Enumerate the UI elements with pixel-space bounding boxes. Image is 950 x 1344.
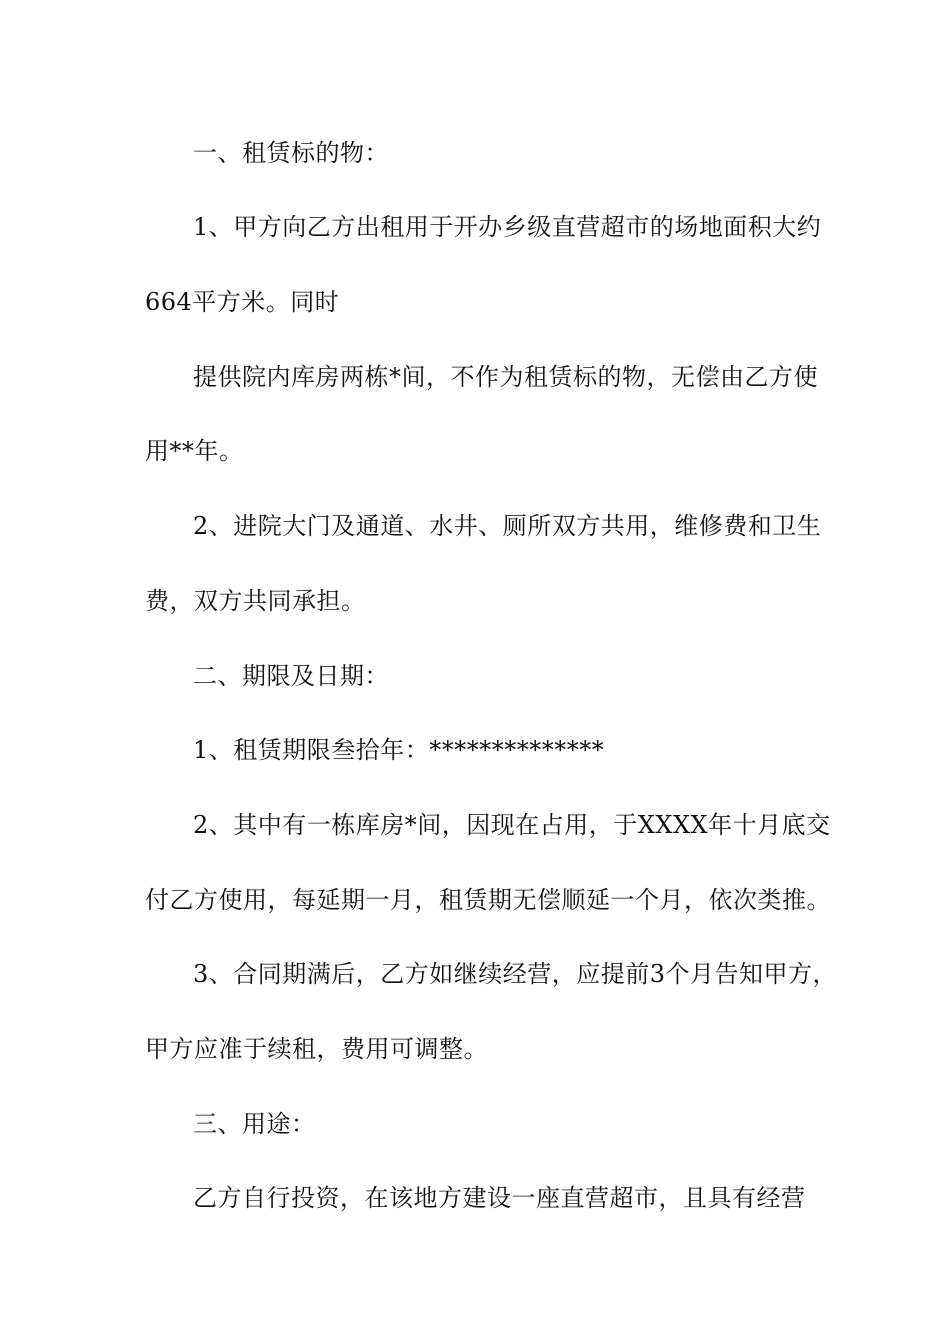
section-heading-3: 三、用途： (193, 1110, 316, 1138)
paragraph-line: 付乙方使用，每延期一月，租赁期无偿顺延一个月，依次类推。 (145, 886, 831, 914)
paragraph-line: 提供院内库房两栋*间，不作为租赁标的物，无偿由乙方使 (193, 363, 818, 391)
section-heading-2: 二、期限及日期： (193, 662, 389, 690)
paragraph-line: 甲方应准于续租，费用可调整。 (145, 1035, 488, 1063)
paragraph-line: 664平方米。同时 (145, 288, 340, 316)
section-heading-1: 一、租赁标的物： (193, 139, 389, 167)
paragraph-line: 1、甲方向乙方出租用于开办乡级直营超市的场地面积大约 (193, 213, 822, 241)
paragraph-line: 1、租赁期限叁拾年：************** (193, 736, 605, 764)
paragraph-line: 2、进院大门及通道、水井、厕所双方共用，维修费和卫生 (193, 512, 822, 540)
paragraph-line: 费，双方共同承担。 (145, 587, 366, 615)
paragraph-line: 乙方自行投资，在该地方建设一座直营超市，且具有经营 (193, 1184, 806, 1212)
paragraph-line: 2、其中有一栋库房*间，因现在占用，于XXXX年十月底交 (193, 811, 831, 839)
paragraph-line: 用**年。 (145, 437, 244, 465)
paragraph-line: 3、合同期满后，乙方如继续经营，应提前3个月告知甲方， (193, 960, 838, 988)
